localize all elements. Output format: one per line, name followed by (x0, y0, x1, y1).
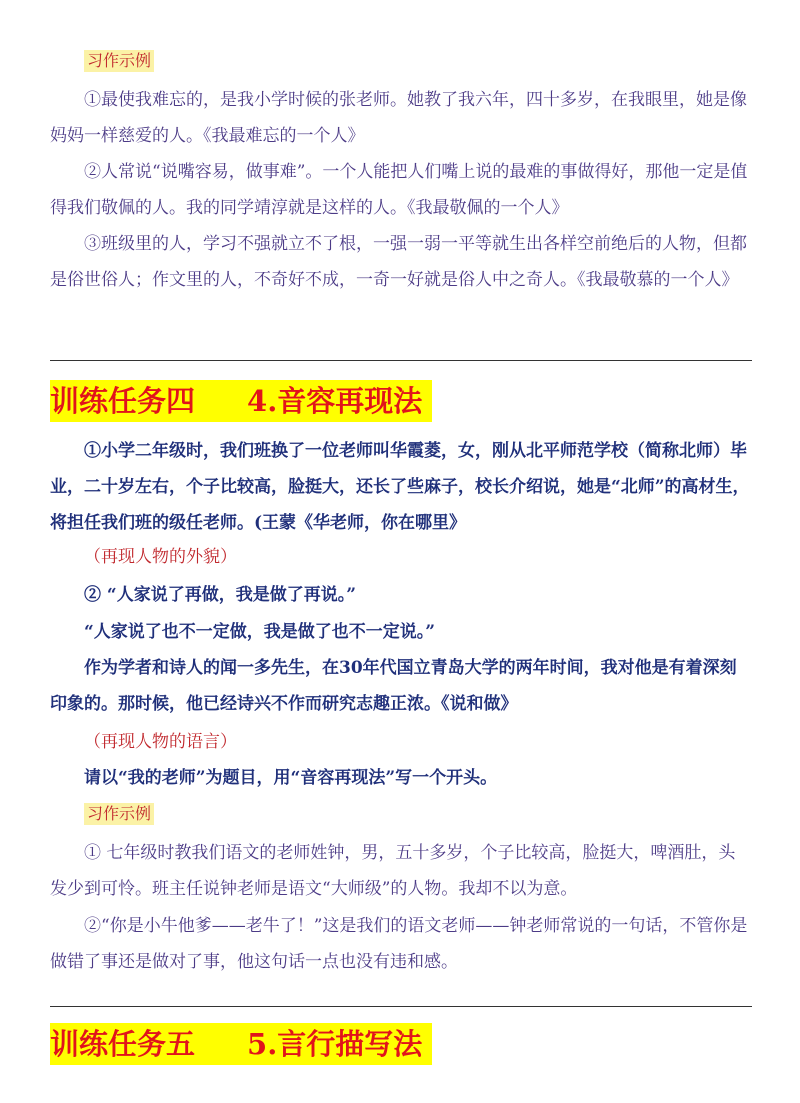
example-paragraph: ②“你是小牛他爹——老牛了！”这是我们的语文老师——钟老师常说的一句话，不管你是做错了事还是做对了事，他这句话一点也没有违和感。 (50, 916, 748, 972)
method-name: 5.言行描写法 (247, 1027, 423, 1061)
task-name: 训练任务五 (50, 1027, 196, 1061)
quote-line: “人家说了也不一定做，我是做了也不一定说。” (84, 622, 436, 642)
example-label: 习作示例 (84, 803, 154, 825)
section-divider (50, 1006, 752, 1007)
annotation-note: （再现人物的外貌） (84, 547, 237, 567)
body-paragraph: 作为学者和诗人的闻一多先生，在30年代国立青岛大学的两年时间，我对他是有着深刻印象的。那时候，他已经诗兴不作而研究志趣正浓。《说和做》 (50, 658, 737, 714)
section-heading-task4 (50, 380, 432, 422)
annotation-note: （再现人物的语言） (84, 732, 237, 752)
task-name: 训练任务四 (50, 384, 196, 418)
method-name: 4.音容再现法 (247, 384, 423, 418)
example-paragraph: ① 七年级时教我们语文的老师姓钟，男，五十多岁，个子比较高，脸挺大，啤酒肚，头发少到可怜。班主任说钟老师是语文“大师级”的人物。我却不以为意。 (50, 843, 736, 899)
body-paragraph: ①小学二年级时，我们班换了一位老师叫华霞菱，女，刚从北平师范学校（简称北师）毕业，二十岁左右，个子比较高，脸挺大，还长了些麻子，校长介绍说，她是“北师”的高材生，将担任我们班的级任老师。(王蒙《华老师，你在哪里》 (50, 441, 750, 533)
example-paragraph: ②人常说“说嘴容易，做事难”。一个人能把人们嘴上说的最难的事做得好，那他一定是值得我们敬佩的人。我的同学靖淳就是这样的人。《我最敬佩的一个人》 (50, 162, 748, 218)
example-paragraph: ③班级里的人，学习不强就立不了根，一强一弱一平等就生出各样空前绝后的人物，但都是俗世俗人；作文里的人，不奇好不成，一奇一好就是俗人中之奇人。《我最敬慕的一个人》 (50, 234, 747, 290)
example-label: 习作示例 (84, 50, 154, 72)
quote-line: ② “人家说了再做，我是做了再说。” (84, 585, 356, 605)
writing-prompt: 请以“我的老师”为题目，用“音容再现法”写一个开头。 (84, 768, 498, 788)
section-heading-task5 (50, 1023, 432, 1065)
example-paragraph: ①最使我难忘的，是我小学时候的张老师。她教了我六年，四十多岁，在我眼里，她是像妈妈一样慈爱的人。《我最难忘的一个人》 (50, 90, 747, 146)
section-divider (50, 360, 752, 361)
